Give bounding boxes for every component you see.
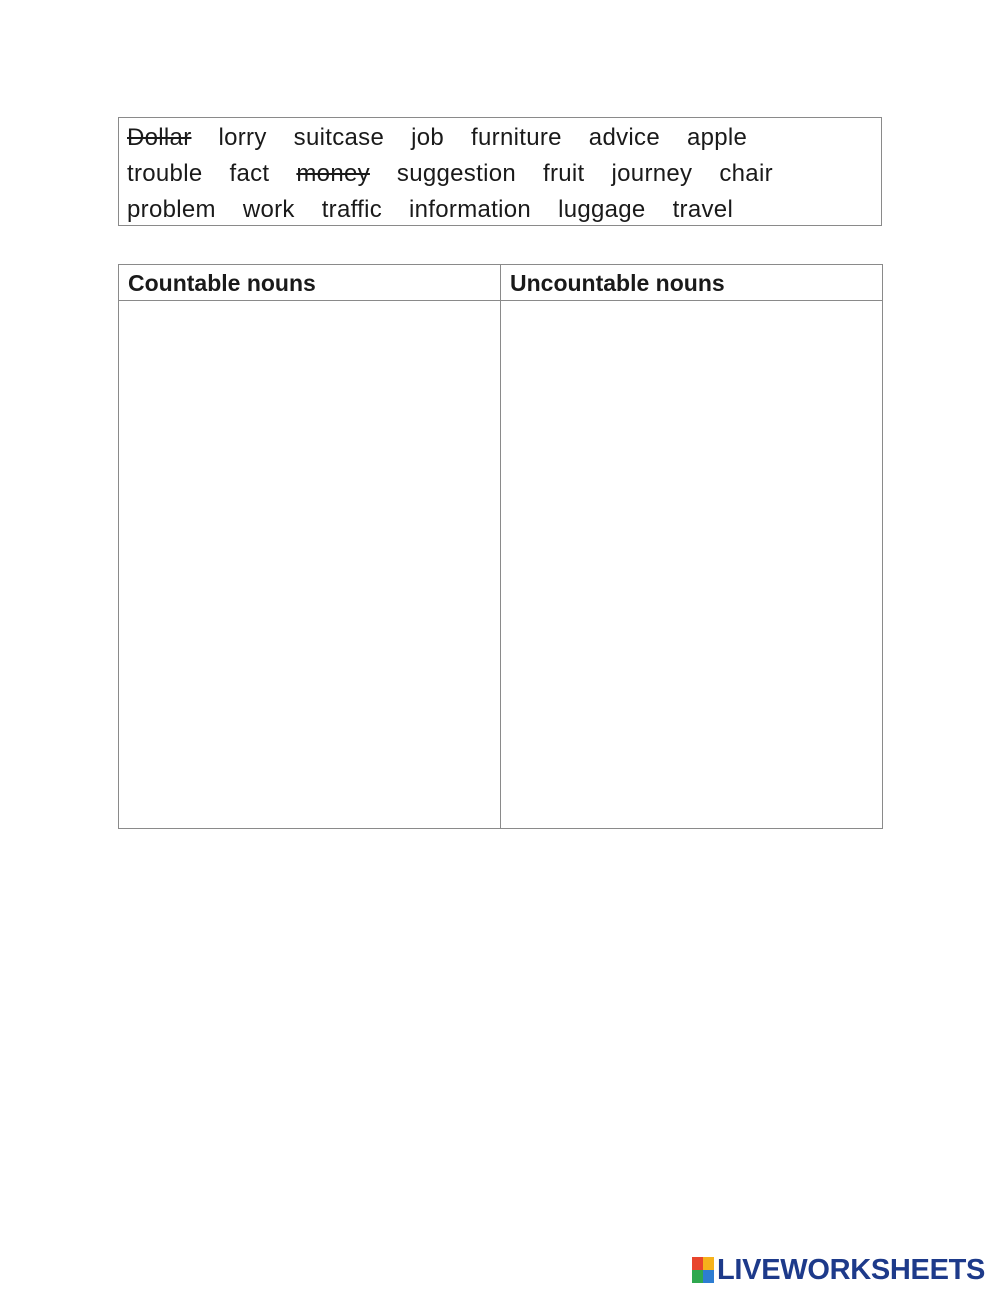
logo-badge-cell (703, 1257, 714, 1270)
word-item[interactable]: trouble (127, 160, 203, 187)
word-item[interactable]: money (296, 160, 370, 187)
uncountable-nouns-drop-zone[interactable] (501, 301, 882, 828)
word-bank-row-1 (127, 120, 873, 156)
liveworksheets-logo (692, 1255, 985, 1285)
logo-badge-icon (692, 1257, 714, 1283)
word-item[interactable]: suggestion (396, 160, 517, 187)
word-item[interactable]: fact (229, 160, 270, 187)
word-item[interactable]: furniture (471, 124, 562, 151)
word-item[interactable]: journey (611, 160, 693, 187)
sorting-table (118, 264, 883, 829)
word-item[interactable]: travel (672, 196, 734, 223)
uncountable-nouns-header: Uncountable nouns (501, 265, 882, 301)
word-item[interactable]: job (411, 124, 445, 151)
word-item[interactable]: problem (127, 196, 216, 223)
countable-nouns-drop-zone[interactable] (119, 301, 501, 828)
word-item[interactable]: information (409, 196, 532, 223)
word-item[interactable]: luggage (558, 196, 646, 223)
word-item[interactable]: suitcase (293, 124, 385, 151)
logo-badge-cell (692, 1270, 703, 1283)
word-bank-row-2 (127, 156, 873, 192)
word-bank-row-3 (127, 192, 873, 228)
logo-text: LIVEWORKSHEETS (717, 1254, 986, 1286)
word-item[interactable]: fruit (543, 160, 585, 187)
word-bank (118, 117, 882, 226)
word-item[interactable]: chair (719, 160, 773, 187)
word-item[interactable]: advice (588, 124, 660, 151)
logo-badge-cell (692, 1257, 703, 1270)
word-item[interactable]: apple (686, 124, 748, 151)
word-item[interactable]: traffic (321, 196, 383, 223)
logo-badge-cell (703, 1270, 714, 1283)
word-item[interactable]: work (242, 196, 295, 223)
countable-nouns-header: Countable nouns (119, 265, 501, 301)
word-item[interactable]: Dollar (127, 124, 192, 151)
word-item[interactable]: lorry (218, 124, 267, 151)
